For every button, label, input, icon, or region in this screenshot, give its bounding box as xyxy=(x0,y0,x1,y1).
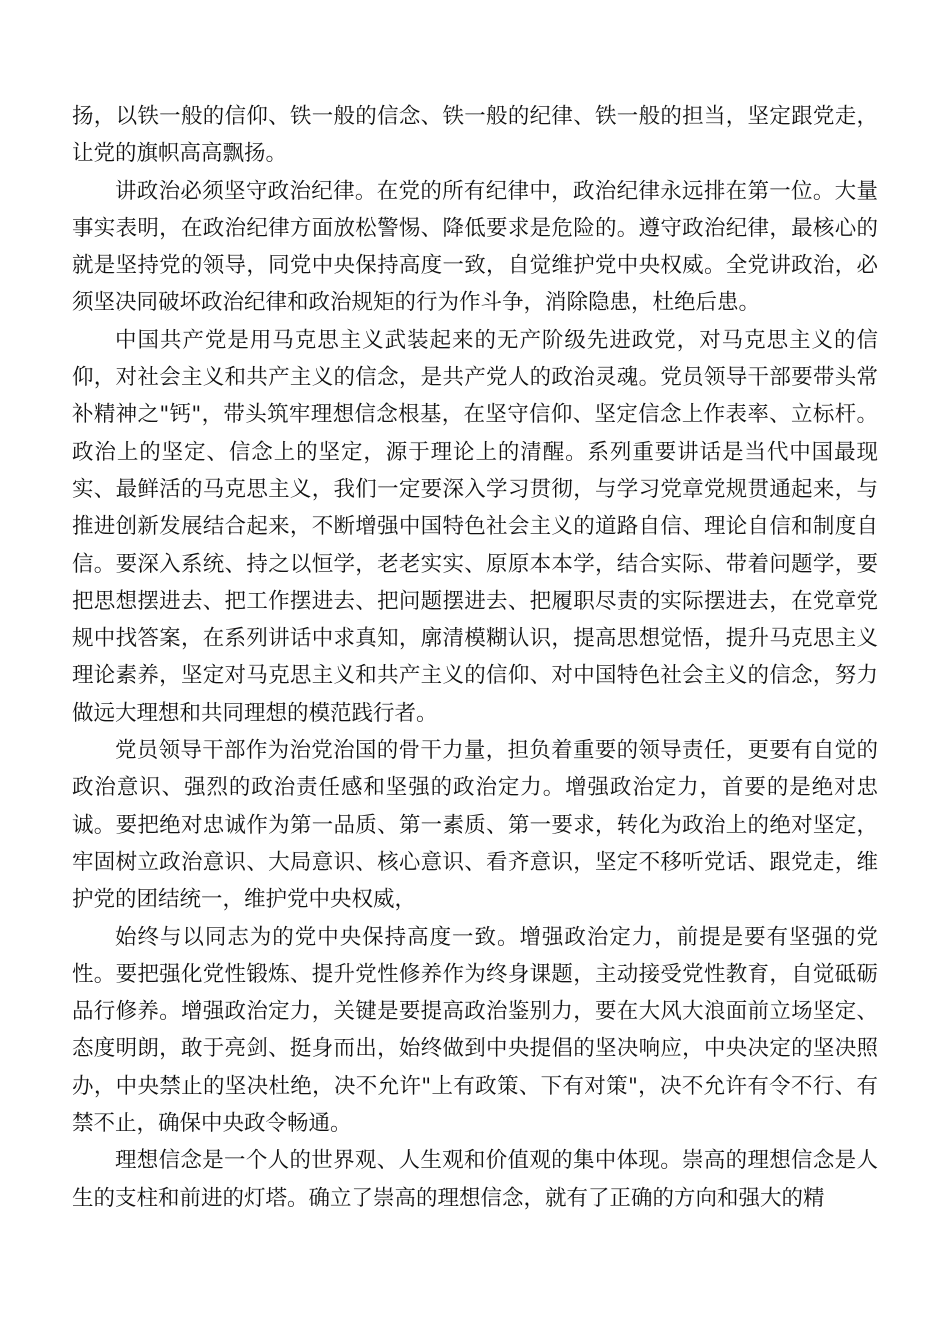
paragraph-political-resolve: 党员领导干部作为治党治国的骨干力量，担负着重要的领导责任，更要有自觉的政治意识、强烈的政治责任感和坚强的政治定力。增强政治定力，首要的是绝对忠诚。要把绝对忠诚作为第一品质、第一素质、第一要求，转化为政治上的绝对坚定，牢固树立政治意识、大局意识、核心意识、看齐意识，坚定不移听党话、跟党走，维护党的团结统一，维护党中央权威， xyxy=(72,738,878,913)
paragraph-political-discipline: 讲政治必须坚守政治纪律。在党的所有纪律中，政治纪律永远排在第一位。大量事实表明，在政治纪律方面放松警惕、降低要求是危险的。遵守政治纪律，最核心的就是坚持党的领导，同党中央保持高度一致，自觉维护党中央权威。全党讲政治，必须坚决同破坏政治纪律和政治规矩的行为作斗争，消除隐患，杜绝后患。 xyxy=(72,178,878,316)
paragraph-continued: 扬，以铁一般的信仰、铁一般的信念、铁一般的纪律、铁一般的担当，坚定跟党走，让党的旗帜高高飘扬。 xyxy=(72,104,878,167)
document-body xyxy=(72,98,878,1217)
paragraph-marxism-belief: 中国共产党是用马克思主义武装起来的无产阶级先进政党，对马克思主义的信仰，对社会主义和共产主义的信念，是共产党人的政治灵魂。党员领导干部要带头常补精神之"钙"，带头筑牢理想信念根基，在坚守信仰、坚定信念上作表率、立标杆。政治上的坚定、信念上的坚定，源于理论上的清醒。系列重要讲话是当代中国最现实、最鲜活的马克思主义，我们一定要深入学习贯彻，与学习党章党规贯通起来，与推进创新发展结合起来，不断增强中国特色社会主义的道路自信、理论自信和制度自信。要深入系统、持之以恒学，老老实实、原原本本学，结合实际、带着问题学，要把思想摆进去、把工作摆进去、把问题摆进去、把履职尽责的实际摆进去，在党章党规中找答案，在系列讲话中求真知，廓清模糊认识，提高思想觉悟，提升马克思主义理论素养，坚定对马克思主义和共产主义的信仰、对中国特色社会主义的信念，努力做远大理想和共同理想的模范践行者。 xyxy=(72,327,878,726)
paragraph-party-central-consistency: 始终与以同志为的党中央保持高度一致。增强政治定力，前提是要有坚强的党性。要把强化党性锻炼、提升党性修养作为终身课题，主动接受党性教育，自觉砥砺品行修养。增强政治定力，关键是要提高政治鉴别力，要在大风大浪面前立场坚定、态度明朗，敢于亮剑、挺身而出，始终做到中央提倡的坚决响应，中央决定的坚决照办，中央禁止的坚决杜绝，决不允许"上有政策、下有对策"，决不允许有令不行、有禁不止，确保中央政令畅通。 xyxy=(72,924,878,1137)
paragraph-ideals-beliefs: 理想信念是一个人的世界观、人生观和价值观的集中体现。崇高的理想信念是人生的支柱和前进的灯塔。确立了崇高的理想信念，就有了正确的方向和强大的精 xyxy=(72,1148,878,1211)
